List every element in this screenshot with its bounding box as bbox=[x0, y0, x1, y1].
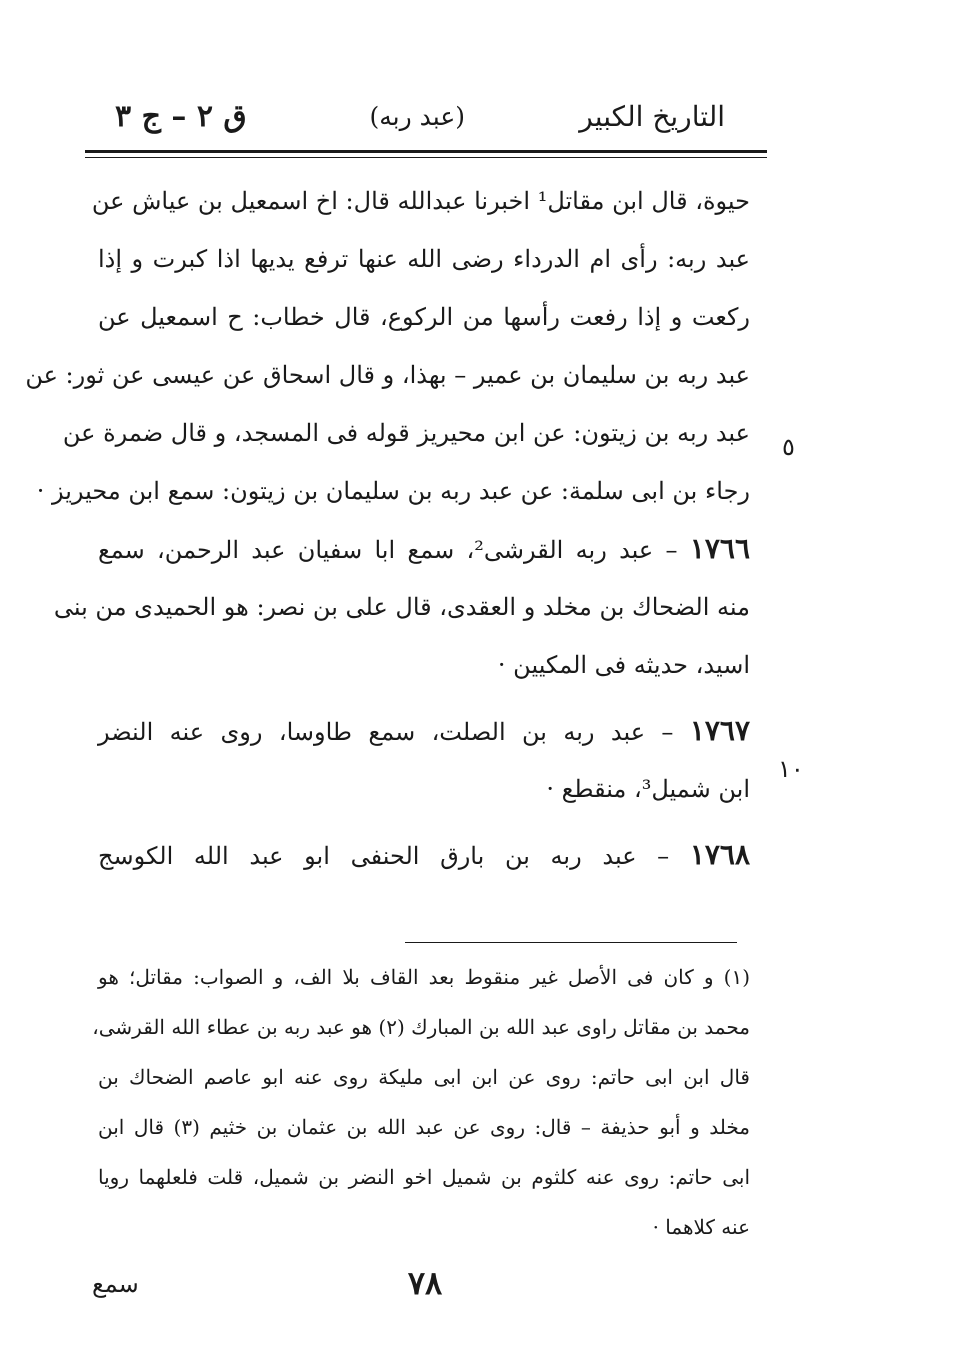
text-line: عبد ربه: رأى ام الدرداء رضى الله عنها ترفع يديها اذا كبرت و إذا bbox=[98, 245, 750, 273]
text-line: عبد ربه بن سليمان بن عمير – بهذا، و قال اسحاق عن عيسى عن ثور: عن bbox=[25, 361, 750, 389]
entry-1766-line-1 bbox=[98, 520, 750, 578]
footnote-line: ابى حاتم: روى عنه كلثوم بن شميل اخو النضر بن شميل، قلت فلعلهما رويا bbox=[98, 1165, 750, 1189]
entry-1767-line-1 bbox=[98, 702, 750, 760]
entry-number: ١٧٦٨ bbox=[689, 838, 750, 871]
line-number-10: ١٠ bbox=[778, 755, 804, 783]
header-rule-thin bbox=[85, 157, 767, 158]
footnote-line: (١) و كان فى الأصل غير منقوط بعد القاف بلا الف، و الصواب: مقاتل؛ هو bbox=[98, 965, 750, 989]
volume-indicator: ق ٢ – ج ٣ bbox=[115, 99, 247, 134]
text-line: حيوة، قال ابن مقاتل¹ اخبرنا عبدالله قال: اخ اسمعيل بن عياش عن bbox=[91, 187, 750, 215]
line-number-5: ٥ bbox=[782, 433, 795, 461]
entry-number: ١٧٦٦ bbox=[689, 532, 750, 565]
footnote-rule bbox=[405, 942, 737, 943]
entry-1766-line-3: اسيد، حديثه فى المكيين · bbox=[497, 651, 750, 679]
footnote-line: محمد بن مقاتل راوى عبد الله بن المبارك (٢) هو عبد ربه بن عطاء الله القرشى، bbox=[92, 1015, 750, 1039]
entry-text: – عبد ربه بن بارق الحنفى ابو عبد الله الكوسج bbox=[98, 842, 670, 870]
entry-1768-line-1 bbox=[98, 826, 750, 884]
footnotes bbox=[92, 952, 750, 1252]
text-line: عبد ربه بن زيتون: عن ابن محيريز قوله فى المسجد، و قال ضمرة عن bbox=[62, 419, 750, 447]
entry-1766-line-2: منه الضحاك بن مخلد و العقدى، قال على بن نصر: هو الحميدى من بنى bbox=[53, 593, 750, 621]
page-number: ٧٨ bbox=[407, 1264, 443, 1302]
footnote-line: مخلد و أبو حذيفة – قال: روى عن عبد الله بن عثمان بن خثيم (٣) قال ابن bbox=[98, 1115, 750, 1139]
entry-text: – عبد ربه القرشى²، سمع ابا سفيان عبد الرحمن، سمع bbox=[98, 536, 678, 564]
entry-1767-line-2: ابن شميل³، منقطع · bbox=[546, 775, 750, 803]
entry-text: – عبد ربه بن الصلت، سمع طاوسا، روى عنه النضر bbox=[98, 718, 674, 746]
entry-number: ١٧٦٧ bbox=[689, 714, 750, 747]
catchword: سمع bbox=[92, 1270, 139, 1298]
main-text bbox=[25, 172, 750, 884]
footnote-line: قال ابن ابى حاتم: روى عن ابن ابى مليكة روى عنه ابو عاصم الضحاك بن bbox=[98, 1065, 750, 1089]
footnote-line: عنه كلاهما · bbox=[652, 1215, 750, 1239]
header-rule-thick bbox=[85, 150, 767, 153]
text-line: ركعت و إذا رفعت رأسها من الركوع، قال خطاب: ح اسمعيل عن bbox=[98, 303, 750, 331]
entry-heading: (عبد ربه) bbox=[369, 102, 465, 131]
text-line: رجاء بن ابى سلمة: عن عبد ربه بن سليمان بن زيتون: سمع ابن محيريز · bbox=[36, 477, 750, 505]
running-header bbox=[85, 95, 765, 145]
book-title: التاريخ الكبير bbox=[579, 100, 725, 133]
